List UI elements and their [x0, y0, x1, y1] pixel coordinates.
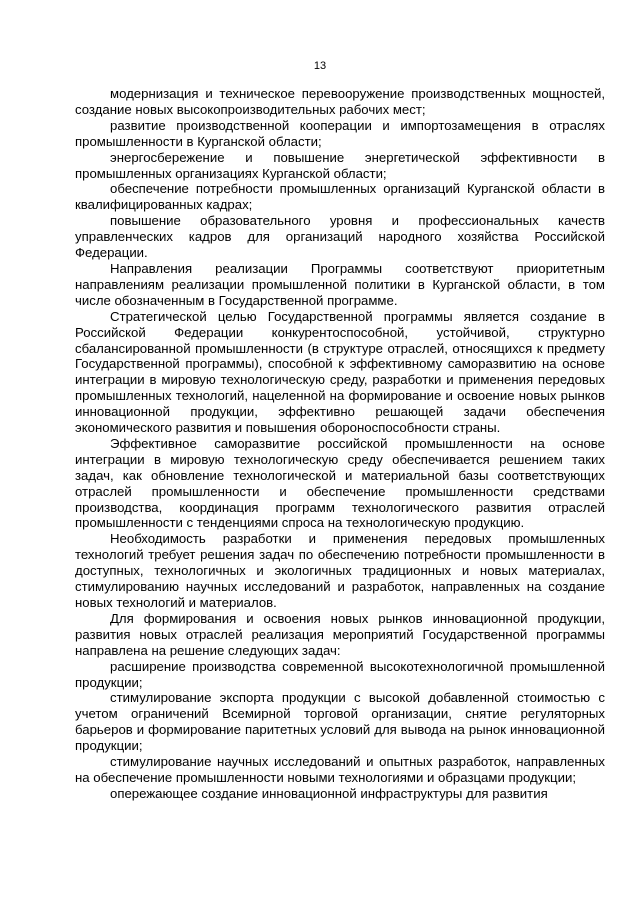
paragraph: опережающее создание инновационной инфраструктуры для развития: [110, 785, 548, 801]
paragraph: развитие производственной кооперации и импортозамещения в отраслях промышленности в Курганской области;: [75, 117, 605, 149]
paragraph: расширение производства современной высокотехнологичной промышленной продукции;: [75, 658, 605, 690]
paragraph: модернизация и техническое перевооружение производственных мощностей, создание новых высокопроизводительных рабочих мест;: [75, 86, 605, 117]
page-number: 13: [313, 60, 327, 72]
paragraph: повышение образовательного уровня и профессиональных качеств управленческих кадров для организаций народного хозяйства Российской Федерации.: [75, 213, 605, 261]
paragraph: стимулирование экспорта продукции с высокой добавленной стоимостью с учетом ограничений Всемирной торговой организации, снятие регуляторных барьеров и формирование паритетных условий для вывода на рынок инновационной продукции;: [75, 690, 605, 754]
paragraph: стимулирование научных исследований и опытных разработок, направленных на обеспечение промышленности новыми технологиями и образцами продукции;: [75, 754, 605, 785]
document-body: [75, 86, 605, 802]
paragraph: Эффективное саморазвитие российской промышленности на основе интеграции в мировую технологическую среду обеспечивается решением таких задач, как обновление технологической и материальной базы соответствующих отраслей промышленности и обеспечение промышленности средствами производства, координация программ технологического развития отраслей промышленности с тенденциями спроса на технологическую продукцию.: [75, 435, 605, 531]
paragraph: обеспечение потребности промышленных организаций Курганской области в квалифицированных кадрах;: [75, 181, 605, 213]
paragraph: Направления реализации Программы соответствуют приоритетным направлениям реализации промышленной политики в Курганской области, в том числе обозначенным в Государственной программе.: [75, 260, 605, 308]
paragraph: Стратегической целью Государственной программы является создание в Российской Федерации конкурентоспособной, устойчивой, структурно сбалансированной промышленности (в структуре отраслей, относящихся к предмету Государственной программы), способной к эффективному саморазвитию на основе интеграции в мировую технологическую среду, разработки и применения передовых промышленных технологий, нацеленной на формирование и освоение новых рынков инновационной продукции, эффективно решающей задачи обеспечения экономического развития и повышения обороноспособности страны.: [75, 308, 605, 436]
paragraph: Необходимость разработки и применения передовых промышленных технологий требует решения задач по обеспечению потребности промышленности в доступных, технологичных и экологичных традиционных и новых материалах, стимулированию научных исследований и разработок, направленных на создание новых технологий и материалов.: [75, 531, 605, 610]
paragraph: энергосбережение и повышение энергетической эффективности в промышленных организациях Курганской области;: [75, 149, 605, 181]
paragraph: Для формирования и освоения новых рынков инновационной продукции, развития новых отраслей реализация мероприятий Государственной программы направлена на решение следующих задач:: [75, 610, 605, 658]
